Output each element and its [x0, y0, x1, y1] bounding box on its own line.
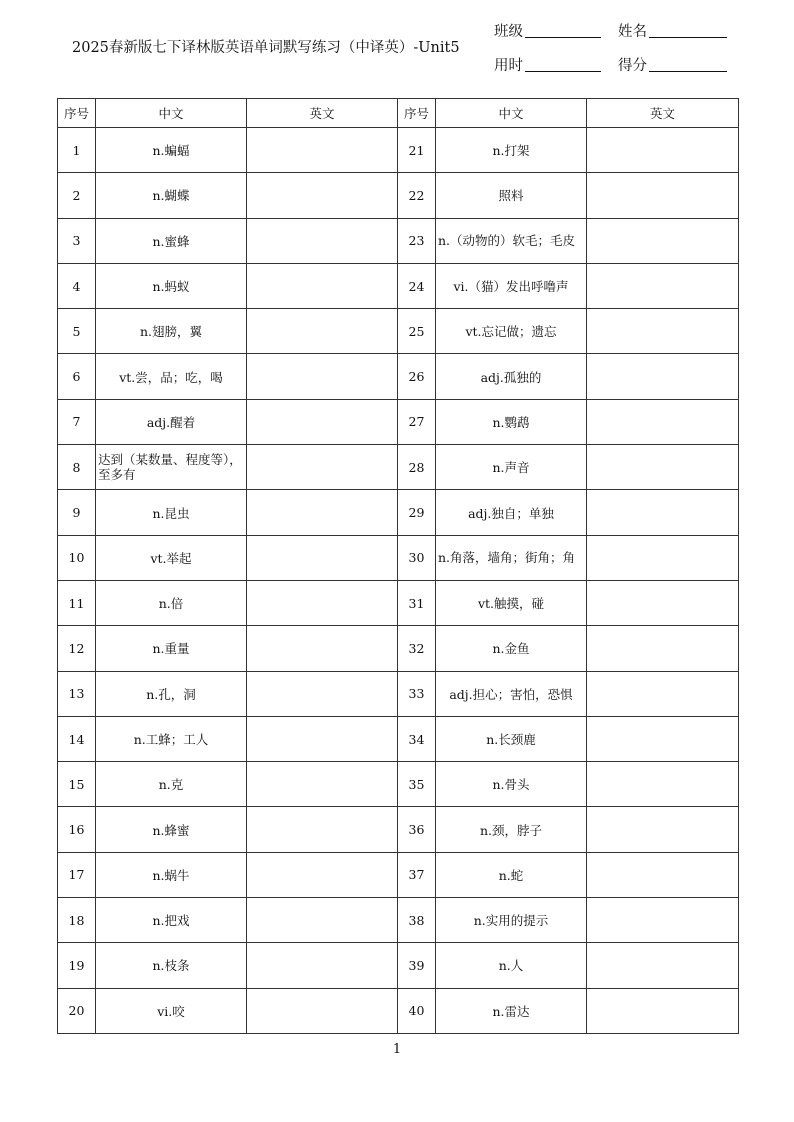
item-number: 38: [398, 898, 436, 943]
answer-english-cell[interactable]: [587, 128, 739, 173]
item-number: 16: [58, 807, 96, 852]
answer-english-cell[interactable]: [247, 354, 398, 399]
item-chinese: vt.触摸，碰: [436, 580, 587, 625]
answer-english-cell[interactable]: [247, 852, 398, 897]
item-number: 12: [58, 626, 96, 671]
answer-english-cell[interactable]: [247, 807, 398, 852]
answer-english-cell[interactable]: [587, 671, 739, 716]
answer-english-cell[interactable]: [247, 309, 398, 354]
table-row: [58, 943, 739, 988]
item-number: 17: [58, 852, 96, 897]
item-chinese: vt.尝，品；吃，喝: [96, 354, 247, 399]
table-row: [58, 535, 739, 580]
item-chinese: vi.咬: [96, 988, 247, 1033]
item-chinese: n.人: [436, 943, 587, 988]
item-number: 11: [58, 580, 96, 625]
item-number: 29: [398, 490, 436, 535]
answer-english-cell[interactable]: [247, 626, 398, 671]
item-chinese: n.实用的提示: [436, 898, 587, 943]
table-row: [58, 716, 739, 761]
table-row: [58, 988, 739, 1033]
item-number: 32: [398, 626, 436, 671]
score-blank[interactable]: [649, 70, 727, 72]
item-chinese: n.蝴蝶: [96, 173, 247, 218]
item-number: 1: [58, 128, 96, 173]
item-number: 27: [398, 399, 436, 444]
item-chinese: 照料: [436, 173, 587, 218]
answer-english-cell[interactable]: [587, 988, 739, 1033]
item-number: 39: [398, 943, 436, 988]
item-number: 13: [58, 671, 96, 716]
item-chinese: n.昆虫: [96, 490, 247, 535]
class-blank[interactable]: [525, 36, 601, 38]
item-number: 34: [398, 716, 436, 761]
answer-english-cell[interactable]: [247, 399, 398, 444]
answer-english-cell[interactable]: [587, 354, 739, 399]
page-number: 1: [392, 1042, 402, 1057]
table-row: [58, 898, 739, 943]
table-row: [58, 490, 739, 535]
table-row: [58, 128, 739, 173]
answer-english-cell[interactable]: [247, 898, 398, 943]
table-row: [58, 173, 739, 218]
answer-english-cell[interactable]: [247, 173, 398, 218]
item-chinese: adj.担心；害怕，恐惧: [436, 671, 587, 716]
answer-english-cell[interactable]: [587, 490, 739, 535]
answer-english-cell[interactable]: [587, 445, 739, 490]
item-number: 20: [58, 988, 96, 1033]
answer-english-cell[interactable]: [247, 218, 398, 263]
item-number: 2: [58, 173, 96, 218]
answer-english-cell[interactable]: [247, 988, 398, 1033]
item-chinese: n.（动物的）软毛；毛皮: [436, 218, 587, 263]
answer-english-cell[interactable]: [587, 218, 739, 263]
item-chinese: n.倍: [96, 580, 247, 625]
header-chinese: 中文: [436, 99, 587, 128]
answer-english-cell[interactable]: [247, 943, 398, 988]
item-number: 36: [398, 807, 436, 852]
item-number: 3: [58, 218, 96, 263]
item-chinese: n.角落，墙角；街角；角: [436, 535, 587, 580]
answer-english-cell[interactable]: [247, 128, 398, 173]
item-chinese: 达到（某数量、程度等），至多有: [96, 445, 247, 490]
answer-english-cell[interactable]: [247, 445, 398, 490]
item-number: 31: [398, 580, 436, 625]
answer-english-cell[interactable]: [247, 580, 398, 625]
table-row: [58, 263, 739, 308]
item-number: 22: [398, 173, 436, 218]
item-number: 23: [398, 218, 436, 263]
header-number: 序号: [58, 99, 96, 128]
header-chinese: 中文: [96, 99, 247, 128]
item-number: 25: [398, 309, 436, 354]
worksheet-title: 2025春新版七下译林版英语单词默写练习（中译英）-Unit5: [72, 40, 460, 56]
item-chinese: adj.孤独的: [436, 354, 587, 399]
item-chinese: n.蚂蚁: [96, 263, 247, 308]
item-chinese: n.蜂蜜: [96, 807, 247, 852]
table-row: [58, 580, 739, 625]
score-label: 得分: [618, 58, 647, 74]
answer-english-cell[interactable]: [587, 535, 739, 580]
item-chinese: n.孔，洞: [96, 671, 247, 716]
item-chinese: n.雷达: [436, 988, 587, 1033]
answer-english-cell[interactable]: [587, 852, 739, 897]
item-number: 18: [58, 898, 96, 943]
table-row: [58, 218, 739, 263]
item-number: 26: [398, 354, 436, 399]
answer-english-cell[interactable]: [587, 626, 739, 671]
answer-english-cell[interactable]: [587, 309, 739, 354]
table-row: [58, 762, 739, 807]
answer-english-cell[interactable]: [247, 716, 398, 761]
table-row: [58, 671, 739, 716]
class-field[interactable]: [494, 20, 601, 41]
answer-english-cell[interactable]: [587, 580, 739, 625]
item-chinese: n.把戏: [96, 898, 247, 943]
item-chinese: n.颈，脖子: [436, 807, 587, 852]
item-chinese: vi.（猫）发出呼噜声: [436, 263, 587, 308]
item-chinese: vt.举起: [96, 535, 247, 580]
table-row: [58, 399, 739, 444]
item-number: 35: [398, 762, 436, 807]
answer-english-cell[interactable]: [247, 490, 398, 535]
answer-english-cell[interactable]: [587, 807, 739, 852]
item-chinese: n.金鱼: [436, 626, 587, 671]
item-number: 15: [58, 762, 96, 807]
item-number: 24: [398, 263, 436, 308]
item-number: 5: [58, 309, 96, 354]
answer-english-cell[interactable]: [587, 263, 739, 308]
item-chinese: n.鹦鹉: [436, 399, 587, 444]
item-number: 14: [58, 716, 96, 761]
vocabulary-table: [57, 98, 739, 1034]
answer-english-cell[interactable]: [587, 173, 739, 218]
table-row: [58, 626, 739, 671]
item-number: 28: [398, 445, 436, 490]
table-row: [58, 852, 739, 897]
item-chinese: n.骨头: [436, 762, 587, 807]
item-number: 10: [58, 535, 96, 580]
item-number: 19: [58, 943, 96, 988]
item-number: 7: [58, 399, 96, 444]
table-row: [58, 445, 739, 490]
table-row: [58, 309, 739, 354]
item-chinese: n.蛇: [436, 852, 587, 897]
item-number: 33: [398, 671, 436, 716]
answer-english-cell[interactable]: [587, 943, 739, 988]
item-chinese: n.蝙蝠: [96, 128, 247, 173]
answer-english-cell[interactable]: [247, 263, 398, 308]
item-chinese: n.打架: [436, 128, 587, 173]
name-blank[interactable]: [649, 36, 727, 38]
answer-english-cell[interactable]: [587, 716, 739, 761]
time-label: 用时: [494, 58, 523, 74]
header-english: 英文: [587, 99, 739, 128]
answer-english-cell[interactable]: [247, 671, 398, 716]
item-number: 40: [398, 988, 436, 1033]
item-chinese: n.声音: [436, 445, 587, 490]
item-chinese: n.重量: [96, 626, 247, 671]
item-chinese: n.枝条: [96, 943, 247, 988]
answer-english-cell[interactable]: [587, 399, 739, 444]
answer-english-cell[interactable]: [587, 762, 739, 807]
item-number: 8: [58, 445, 96, 490]
name-label: 姓名: [618, 24, 647, 40]
answer-english-cell[interactable]: [587, 898, 739, 943]
header-number: 序号: [398, 99, 436, 128]
table-row: [58, 807, 739, 852]
item-chinese: adj.独自；单独: [436, 490, 587, 535]
item-number: 21: [398, 128, 436, 173]
item-number: 37: [398, 852, 436, 897]
item-chinese: n.翅膀，翼: [96, 309, 247, 354]
header-english: 英文: [247, 99, 398, 128]
item-chinese: n.工蜂；工人: [96, 716, 247, 761]
item-chinese: n.长颈鹿: [436, 716, 587, 761]
name-field[interactable]: [618, 20, 727, 41]
table-header-row: [58, 99, 739, 128]
item-chinese: n.克: [96, 762, 247, 807]
item-number: 6: [58, 354, 96, 399]
time-field[interactable]: [494, 54, 601, 75]
item-chinese: vt.忘记做；遗忘: [436, 309, 587, 354]
answer-english-cell[interactable]: [247, 762, 398, 807]
item-number: 9: [58, 490, 96, 535]
item-number: 30: [398, 535, 436, 580]
time-blank[interactable]: [525, 70, 601, 72]
score-field[interactable]: [618, 54, 727, 75]
item-chinese: n.蜗牛: [96, 852, 247, 897]
answer-english-cell[interactable]: [247, 535, 398, 580]
item-number: 4: [58, 263, 96, 308]
item-chinese: n.蜜蜂: [96, 218, 247, 263]
item-chinese: adj.醒着: [96, 399, 247, 444]
table-row: [58, 354, 739, 399]
class-label: 班级: [494, 24, 523, 40]
